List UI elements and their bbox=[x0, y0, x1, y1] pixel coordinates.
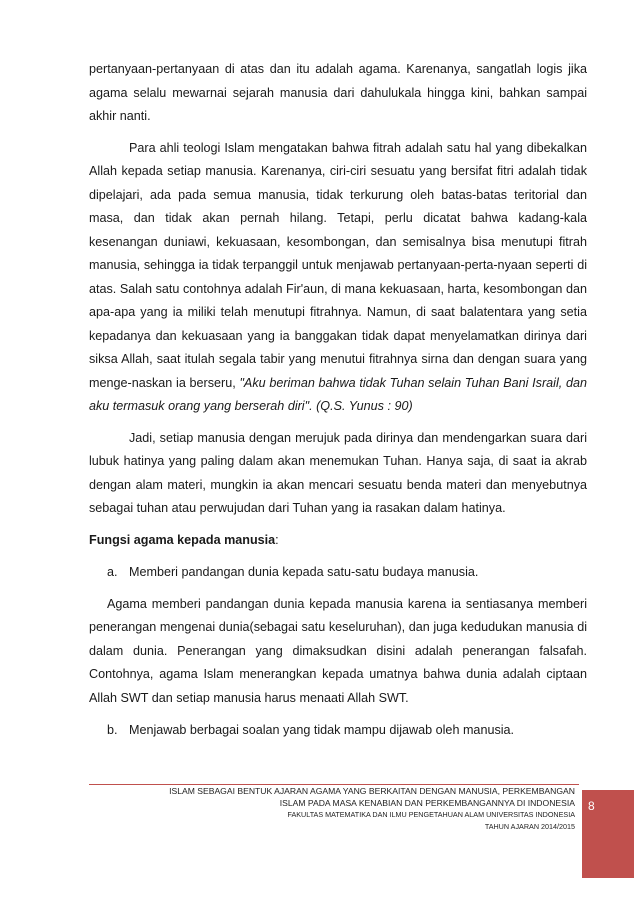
quran-quote: "Aku beriman bahwa tidak Tuhan selain Tuhan Bani Israil, dan aku termasuk orang yang berserah diri". (Q.S. Yunus : 90) bbox=[89, 375, 587, 413]
paragraph-4: Agama memberi pandangan dunia kepada manusia karena ia sentiasanya memberi penerangan mengenai dunia(sebagai satu keseluruhan), dan juga kedudukan manusia di dalam dunia. Penerangan yang dimaksudkan disini adalah penerangan falsafah. Contohnya, agama Islam menerangkan kepada umatnya bahwa dunia adalah ciptaan Allah SWT dan setiap manusia harus menaati Allah SWT. bbox=[89, 596, 587, 705]
page-number: 8 bbox=[588, 799, 595, 813]
paragraph-2-text: Para ahli teologi Islam mengatakan bahwa fitrah adalah satu hal yang dibekalkan Allah kepada setiap manusia. Karenanya, ciri-ciri sesuatu yang bersifat fitri adalah tidak dipelajari, ada pada semua manusia, tidak terkurung oleh batas-batas teritorial dan masa, dan tidak akan pernah hilang. Tetapi, perlu dicatat bahwa kadang-kala kesenangan duniawi, kekuasaan, kesombongan, dan semisalnya bisa menutupi fitrah manusia, sehingga ia tidak terpanggil untuk menjawab pertanyaan-perta-nyaan seperti di atas. Salah satu contohnya adalah Fir'aun, di mana kekuasaan, harta, kesombongan dan apa-apa yang ia miliki telah menutupi fitrahnya. Namun, di saat balatentara yang setia kepadanya dan kekuasaan yang ia banggakan tidak dapat menyelamatkan dirinya dari siksa Allah, saat itulah segala tabir yang menutui fitrahnya sirna dan dengan suara yang menge-naskan ia berseru, bbox=[89, 140, 587, 390]
footer-faculty: FAKULTAS MATEMATIKA DAN ILMU PENGETAHUAN ALAM UNIVERSITAS INDONESIA bbox=[287, 810, 575, 819]
page-footer bbox=[89, 786, 575, 833]
paragraph-2 bbox=[89, 137, 587, 419]
list-item-a-text: Memberi pandangan dunia kepada satu-satu budaya manusia. bbox=[129, 565, 479, 579]
section-heading-colon: : bbox=[275, 532, 279, 547]
footer-title-line-2: ISLAM PADA MASA KENABIAN DAN PERKEMBANGANNYA DI INDONESIA bbox=[279, 797, 575, 808]
list-item-b-text: Menjawab berbagai soalan yang tidak mampu dijawab oleh manusia. bbox=[129, 723, 515, 737]
section-heading-text: Fungsi agama kepada manusia bbox=[89, 532, 276, 547]
paragraph-3: Jadi, setiap manusia dengan merujuk pada dirinya dan mendengarkan suara dari lubuk hatinya yang paling dalam akan menemukan Tuhan. Hanya saja, di saat ia akrab dengan alam materi, mungkin ia akan mencari sesuatu benda materi dan menyebutnya sebagai tuhan atau perwujudan dari Tuhan yang ia rasakan dalam hatinya. bbox=[89, 430, 587, 515]
list-item-a bbox=[89, 561, 587, 585]
list-marker-b: b. bbox=[107, 723, 118, 737]
page-number-badge bbox=[582, 790, 634, 878]
footer-title-line-1: ISLAM SEBAGAI BENTUK AJARAN AGAMA YANG BERKAITAN DENGAN MANUSIA, PERKEMBANGAN bbox=[169, 786, 575, 796]
section-heading bbox=[89, 529, 587, 553]
footer-divider bbox=[89, 784, 579, 785]
list-marker-a: a. bbox=[107, 565, 118, 579]
list-item-b bbox=[89, 719, 587, 743]
paragraph-1: pertanyaan-pertanyaan di atas dan itu adalah agama. Karenanya, sangatlah logis jika agama selalu mewarnai sejarah manusia dari dahulukala hingga kini, bahkan sampai akhir nanti. bbox=[89, 62, 587, 123]
footer-academic-year: TAHUN AJARAN 2014/2015 bbox=[484, 822, 575, 831]
page-body bbox=[89, 58, 587, 743]
